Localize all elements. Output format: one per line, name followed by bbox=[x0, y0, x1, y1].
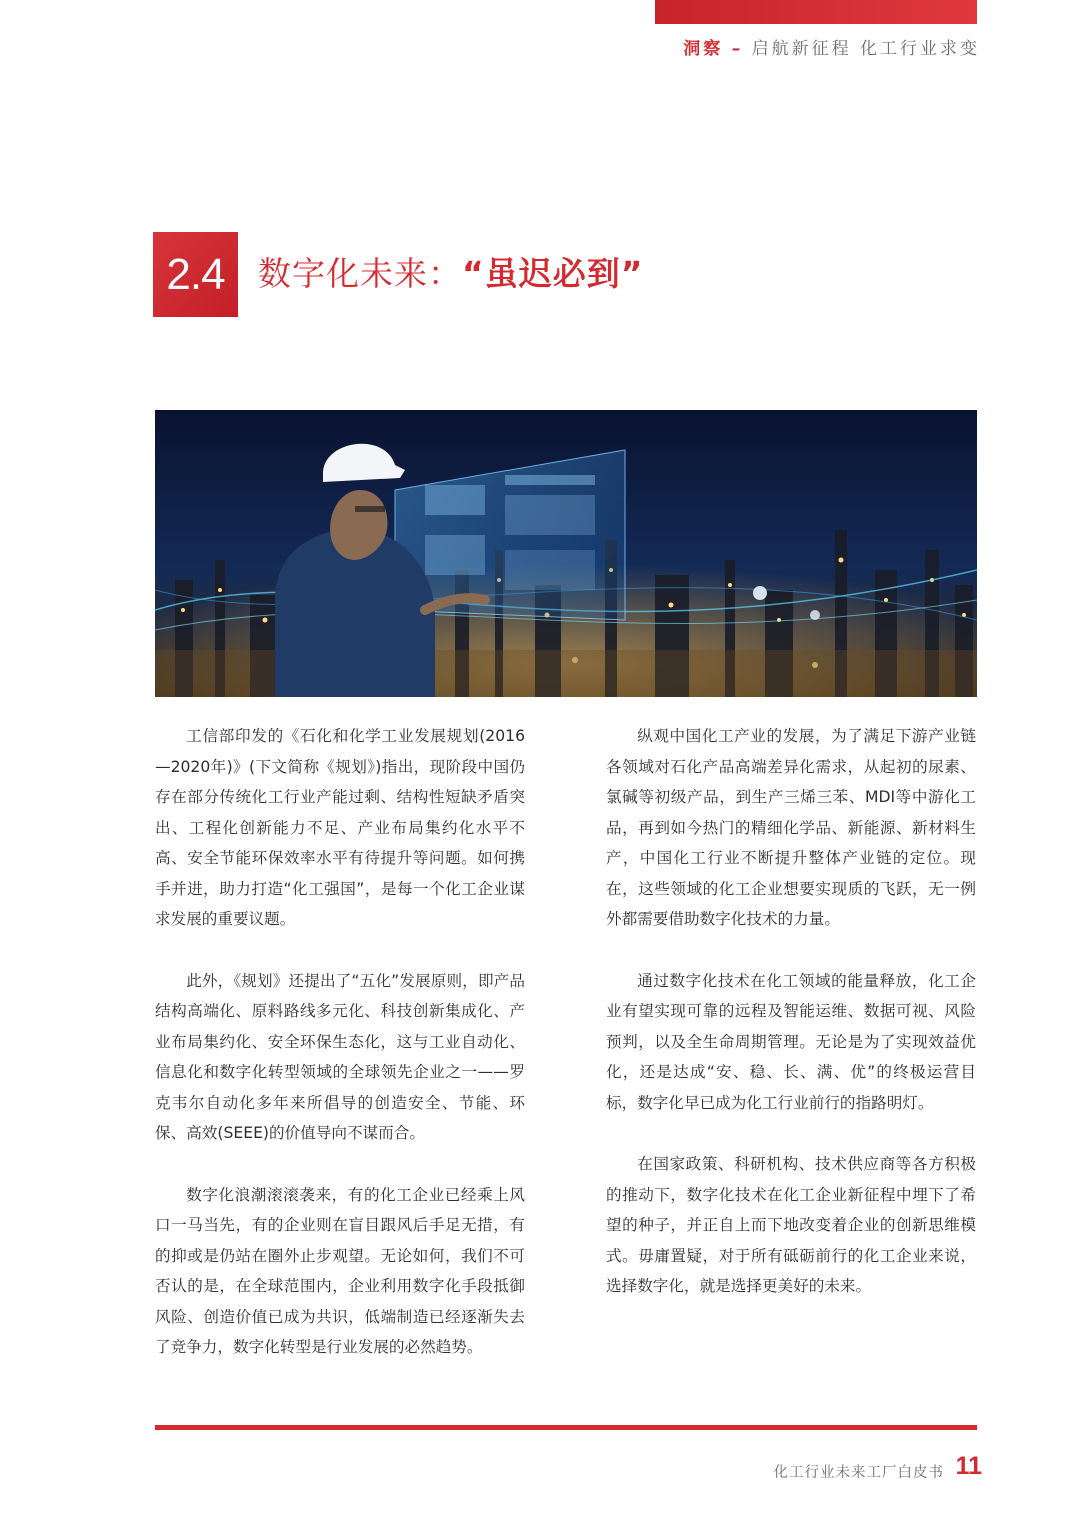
body-paragraph: 此外，《规划》还提出了“五化”发展原则，即产品结构高端化、原料路线多元化、科技创新集成化、产业布局集约化、安全环保生态化，这与工业自动化、信息化和数字化转型领域的全球领先企业之一——罗克韦尔自动化多年来所倡导的创造安全、节能、环保、高效(SEEE)的价值导向不谋而合。 bbox=[155, 971, 525, 1142]
hero-image bbox=[155, 410, 977, 697]
section-number-badge: 2.4 bbox=[153, 232, 238, 317]
section-title-quote-open: “ bbox=[462, 254, 485, 293]
section-title-highlight: 虽迟必到 bbox=[484, 254, 621, 293]
footer-divider bbox=[155, 1425, 977, 1430]
footer-title: 化工行业未来工厂白皮书 bbox=[773, 1465, 944, 1481]
body-paragraph: 纵观中国化工产业的发展，为了满足下游产业链各领域对石化产品高端差异化需求，从起初的尿素、氯碱等初级产品，到生产三烯三苯、MDI等中游化工品，再到如今热门的精细化学品、新能源、新材料生产，中国化工行业不断提升整体产业链的定位。现在，这些领域的化工企业想要实现质的飞跃，无一例外都需要借助数字化技术的力量。 bbox=[606, 727, 976, 928]
header-color-bar bbox=[655, 0, 977, 24]
body-paragraph: 工信部印发的《石化和化学工业发展规划(2016—2020年)》(下文简称《规划》)指出，现阶段中国仍存在部分传统化工行业产能过剩、结构性短缺矛盾突出、工程化创新能力不足、产业布局集约化水平不高、安全节能环保效率水平有待提升等问题。如何携手并进，助力打造“化工强国”，是每一个化工企业谋求发展的重要议题。 bbox=[155, 727, 525, 928]
section-title-quote-close: ” bbox=[620, 254, 644, 293]
body-paragraph: 数字化浪潮滚滚袭来，有的化工企业已经乘上风口一马当先，有的企业则在盲目跟风后手足无措，有的抑或是仍站在圈外止步观望。无论如何，我们不可否认的是，在全球范围内，企业利用数字化手段抵御风险、创造价值已成为共识，低端制造已经逐渐失去了竞争力，数字化转型是行业发展的必然趋势。 bbox=[155, 1185, 525, 1356]
page-number: 11 bbox=[955, 1452, 982, 1480]
section-title bbox=[258, 248, 643, 295]
header-dash: – bbox=[731, 39, 744, 59]
header-subtitle: 启航新征程 化工行业求变 bbox=[751, 39, 980, 59]
body-paragraph: 在国家政策、科研机构、技术供应商等各方积极的推动下，数字化技术在化工企业新征程中埋下了希望的种子，并正自上而下地改变着企业的创新思维模式。毋庸置疑，对于所有砥砺前行的化工企业来说，选择数字化，就是选择更美好的未来。 bbox=[606, 1155, 976, 1295]
header-accent: 洞察 bbox=[683, 39, 724, 59]
body-paragraph: 通过数字化技术在化工领域的能量释放，化工企业有望实现可靠的远程及智能运维、数据可视、风险预判，以及全生命周期管理。无论是为了实现效益优化，还是达成“安、稳、长、满、优”的终极运营目标，数字化早已成为化工行业前行的指路明灯。 bbox=[606, 971, 976, 1112]
hero-illustration bbox=[155, 410, 977, 697]
body-column-left bbox=[155, 721, 525, 1394]
section-title-prefix: 数字化未来： bbox=[258, 254, 462, 293]
body-column-right bbox=[606, 721, 976, 1333]
running-header bbox=[683, 34, 980, 59]
